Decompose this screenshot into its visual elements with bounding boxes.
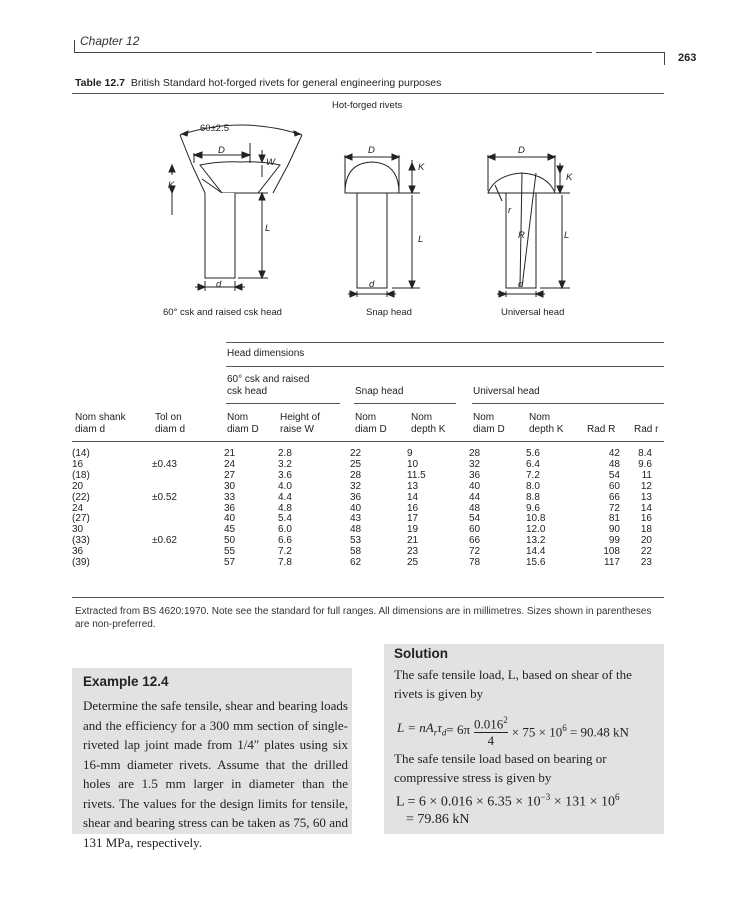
table-cell: 9.6 <box>638 458 652 470</box>
table-cell: 10 <box>407 458 419 470</box>
table-cell: (22) <box>72 491 90 503</box>
csk-caption: 60° csk and raised csk head <box>163 307 282 318</box>
table-cell: 13 <box>640 491 652 503</box>
snap-rivet-drawing <box>345 154 420 297</box>
table-cell: 18 <box>640 524 652 536</box>
table-row <box>72 460 658 471</box>
table-cell: 5.4 <box>278 513 292 525</box>
table-cell: 25 <box>407 557 419 569</box>
snap-D-label: D <box>368 145 375 156</box>
header-rule <box>74 52 592 53</box>
table-cell: 48 <box>350 524 362 536</box>
table-cell: 36 <box>224 502 236 514</box>
table-row <box>72 558 658 569</box>
table-cell: 44 <box>469 491 481 503</box>
table-cell: 36 <box>469 469 481 481</box>
table-top-rule <box>72 93 664 94</box>
universal-K-label: K <box>566 172 573 183</box>
universal-L-label: L <box>564 230 570 241</box>
table-cell: 55 <box>224 546 236 558</box>
col-header: Nom diam D <box>473 412 505 435</box>
snap-K-label: K <box>418 162 425 173</box>
table-cell: (14) <box>72 448 90 459</box>
table-cell: ±0.52 <box>152 491 177 503</box>
table-cell: 2.8 <box>278 448 292 459</box>
universal-R-label: R <box>518 230 525 241</box>
table-note: Extracted from BS 4620:1970. Note see the standard for full ranges. All dimensions are in millimetres. Sizes shown in parentheses are non-preferred. <box>75 606 652 630</box>
group-universal: Universal head <box>473 386 540 397</box>
table-cell <box>152 514 224 525</box>
table-cell: 48 <box>608 458 620 470</box>
col-header: Nom shank diam d <box>75 412 126 435</box>
col-header: Nom depth K <box>529 412 564 435</box>
table-cell: 40 <box>469 480 481 492</box>
table-cell: 14.4 <box>526 546 546 558</box>
table-cell: (39) <box>72 557 90 569</box>
table-cell <box>152 547 224 558</box>
table-cell: 54 <box>469 513 481 525</box>
group-rule-csk <box>226 403 340 404</box>
table-cell: 27 <box>224 469 236 481</box>
table-cell: 33 <box>224 491 236 503</box>
table-cell: 5.6 <box>526 448 540 459</box>
table-cell: 72 <box>469 546 481 558</box>
table-cell: 36 <box>350 491 362 503</box>
table-cell: 6.0 <box>278 524 292 536</box>
table-cell: 45 <box>224 524 236 536</box>
solution-para-1: The safe tensile load, L, based on shear of the rivets is given by <box>394 667 632 701</box>
table-cell: 20 <box>640 535 652 547</box>
table-cell: 15.6 <box>526 557 546 569</box>
table-cell <box>152 558 224 569</box>
head-dim-rule <box>226 342 664 343</box>
rivet-table <box>72 449 658 569</box>
table-cell: 58 <box>350 546 362 558</box>
table-cell: 20 <box>72 480 84 492</box>
table-row <box>72 536 658 547</box>
table-cell: (33) <box>72 535 90 547</box>
equation-2-line-1: $L = 6 \times 0.016 \times 6.35 \times 10^{-3} \times 131 \times 10^6$ <box>396 792 620 810</box>
table-cell: 21 <box>224 448 236 459</box>
col-header: Nom depth K <box>411 412 446 435</box>
table-cell: 13 <box>407 480 419 492</box>
table-cell: 7.8 <box>278 557 292 569</box>
col-header: Nom diam D <box>355 412 387 435</box>
page-number: 263 <box>678 52 697 64</box>
table-cell: 4.8 <box>278 502 292 514</box>
table-cell: 8.0 <box>526 480 540 492</box>
table-cell: 7.2 <box>526 469 540 481</box>
table-cell: ±0.43 <box>152 458 177 470</box>
table-cell: 62 <box>350 557 362 569</box>
group-rule <box>226 366 664 367</box>
table-cell: 6.4 <box>526 458 540 470</box>
angle-label: 60±2.5 <box>200 123 229 134</box>
csk-D-label: D <box>218 145 225 156</box>
table-cell: (18) <box>72 469 90 481</box>
table-cell: 50 <box>224 535 236 547</box>
table-cell: 11 <box>641 469 652 481</box>
header-bottom-rule <box>72 441 664 442</box>
table-cell: 6.6 <box>278 535 292 547</box>
table-cell: 10.8 <box>526 513 546 525</box>
group-csk: 60° csk and raised csk head <box>227 374 310 397</box>
snap-L-label: L <box>418 234 424 245</box>
universal-caption: Universal head <box>501 307 565 318</box>
table-cell: 14 <box>407 491 419 503</box>
table-cell: 22 <box>350 448 362 459</box>
table-cell: 42 <box>608 448 620 459</box>
table-cell: 117 <box>604 557 620 569</box>
table-cell: 108 <box>603 546 620 558</box>
universal-rivet-drawing <box>488 154 570 297</box>
table-cell: 36 <box>72 546 84 558</box>
table-cell: 57 <box>224 557 236 569</box>
table-cell: 99 <box>608 535 620 547</box>
table-cell: 17 <box>407 513 419 525</box>
col-header: Nom diam D <box>227 412 259 435</box>
rivet-diagrams <box>150 115 600 300</box>
snap-d-label: d <box>369 279 375 290</box>
table-cell: 16 <box>72 458 84 470</box>
table-cell: 78 <box>469 557 481 569</box>
table-cell: 3.6 <box>278 469 292 481</box>
head-dimensions-title: Head dimensions <box>227 348 305 359</box>
table-bottom-rule <box>72 597 664 598</box>
table-cell: 8.8 <box>526 491 540 503</box>
equation-2-line-2: = 79.86 kN <box>406 812 470 827</box>
chapter-label: Chapter 12 <box>80 34 140 48</box>
table-cell: 12 <box>640 480 652 492</box>
table-cell: 32 <box>469 458 481 470</box>
universal-D-label: D <box>518 145 525 156</box>
universal-r-label: r <box>508 205 512 216</box>
table-cell <box>152 482 224 493</box>
table-cell: 19 <box>407 524 419 536</box>
table-cell: 11.5 <box>407 469 426 481</box>
table-cell: 25 <box>350 458 362 470</box>
table-cell: 54 <box>608 469 620 481</box>
table-cell: 60 <box>608 480 620 492</box>
table-cell: 40 <box>224 513 236 525</box>
universal-d-label: d <box>518 279 524 290</box>
equation-1: $L = nA_r\tau_d= 6\pi$ $\frac{0.016^2}{4}$ × $75 \times 10^6 = 90.48$ kN <box>397 712 629 749</box>
table-cell: 3.2 <box>278 458 292 470</box>
table-cell: 90 <box>608 524 620 536</box>
example-title: Example 12.4 <box>83 674 169 689</box>
table-cell: 24 <box>224 458 236 470</box>
table-cell: 21 <box>407 535 419 547</box>
table-caption <box>75 77 441 89</box>
table-row <box>72 547 658 558</box>
table-cell: 4.4 <box>278 491 292 503</box>
csk-rivet-drawing <box>169 125 302 291</box>
table-cell: 30 <box>72 524 84 536</box>
table-cell <box>152 504 224 515</box>
table-cell: 23 <box>407 546 419 558</box>
table-cell: 53 <box>350 535 362 547</box>
snap-caption: Snap head <box>366 307 412 318</box>
table-cell: 48 <box>469 502 481 514</box>
csk-K-label: K <box>168 180 175 191</box>
table-cell: 4.0 <box>278 480 292 492</box>
table-cell: 9.6 <box>526 502 540 514</box>
table-cell: 28 <box>350 469 362 481</box>
csk-d-label: d <box>216 279 222 290</box>
table-cell: 14 <box>640 502 652 514</box>
table-cell: 43 <box>350 513 362 525</box>
figure-title: Hot-forged rivets <box>332 100 403 111</box>
table-cell: 24 <box>72 502 84 514</box>
table-row <box>72 471 658 482</box>
col-header: Height of raise W <box>280 412 321 435</box>
table-cell: 23 <box>640 557 652 569</box>
table-cell: 72 <box>608 502 620 514</box>
table-cell: 9 <box>407 448 413 459</box>
table-cell: 81 <box>608 513 620 525</box>
table-cell: 66 <box>608 491 620 503</box>
solution-para-2: The safe tensile load based on bearing or compressive stress is given by <box>394 751 607 785</box>
example-body: Determine the safe tensile, shear and bearing loads and the efficiency for a 300 mm section of single-riveted lap joint made from 1/4″ plates using six 16-mm diameter rivets. Assume that the drilled holes are 1.5 mm larger in diameter than the rivets. The values for the design limits for tensile, shear and bearing stress can be taken as 75, 60 and 131 MPa, respectively. <box>83 698 348 850</box>
group-snap: Snap head <box>355 386 404 397</box>
table-cell: 30 <box>224 480 236 492</box>
table-cell: 32 <box>350 480 362 492</box>
table-cell: 8.4 <box>638 448 652 459</box>
group-rule-snap <box>354 403 456 404</box>
table-row <box>72 482 658 493</box>
table-cell: 16 <box>407 502 419 514</box>
table-cell: 16 <box>640 513 652 525</box>
table-row <box>72 504 658 515</box>
csk-L-label: L <box>265 223 271 234</box>
table-cell: 22 <box>640 546 652 558</box>
solution-title: Solution <box>394 646 448 661</box>
table-cell: 60 <box>469 524 481 536</box>
table-cell: 7.2 <box>278 546 292 558</box>
col-header: Rad r <box>634 424 659 435</box>
csk-W-label: W <box>266 157 275 168</box>
col-header: Rad R <box>587 424 616 435</box>
table-row <box>72 514 658 525</box>
table-cell: 40 <box>350 502 362 514</box>
table-cell: (27) <box>72 513 90 525</box>
table-cell <box>152 471 224 482</box>
col-header: Tol on diam d <box>155 412 186 435</box>
group-rule-universal <box>472 403 664 404</box>
header-rule-right <box>596 52 665 53</box>
table-title: British Standard hot-forged rivets for general engineering purposes <box>130 77 442 89</box>
table-cell: 13.2 <box>526 535 546 547</box>
table-row <box>72 493 658 504</box>
header-rule-tick-right <box>664 52 665 65</box>
table-cell: ±0.62 <box>152 535 177 547</box>
table-cell: 28 <box>469 448 481 459</box>
table-cell: 12.0 <box>526 524 546 536</box>
table-cell: 66 <box>469 535 481 547</box>
table-number: Table 12.7 <box>75 77 125 89</box>
